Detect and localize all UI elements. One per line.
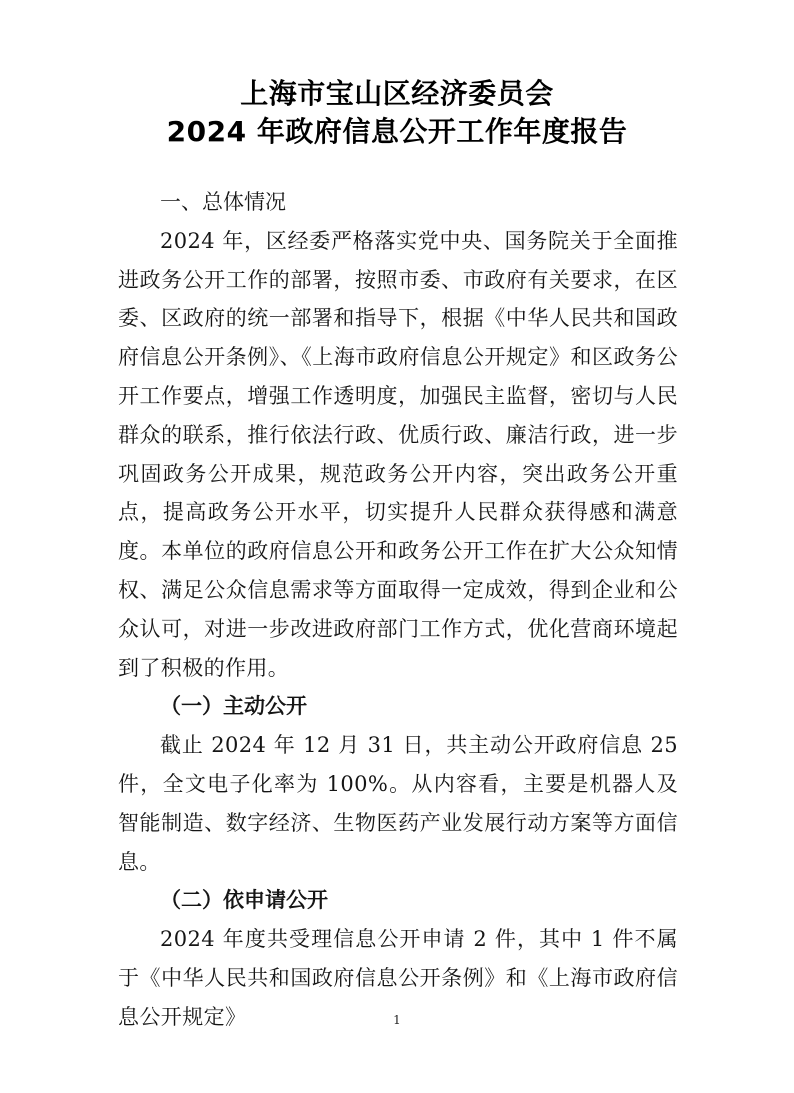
- request-disclosure-paragraph: 2024 年度共受理信息公开申请 2 件，其中 1 件不属于《中华人民共和国政府信息公开条例》和《上海市政府信息公开规定》: [118, 927, 678, 1029]
- page-number: 1: [393, 1013, 401, 1027]
- document-title-line-2: 2024 年政府信息公开工作年度报告: [166, 115, 628, 148]
- proactive-disclosure-paragraph: 截止 2024 年 12 月 31 日，共主动公开政府信息 25 件，全文电子化率为 100%。从内容看，主要是机器人及智能制造、数字经济、生物医药产业发展行动方案等方面信息。: [118, 733, 678, 874]
- subsection-heading-proactive-disclosure: （一）主动公开: [160, 694, 307, 719]
- subsection-heading-request-disclosure: （二）依申请公开: [160, 888, 328, 913]
- document-title-line-1: 上海市宝山区经济委员会: [240, 77, 554, 110]
- document-body: [118, 183, 678, 1037]
- section-heading-overview: 一、总体情况: [160, 190, 286, 214]
- overview-paragraph: 2024 年，区经委严格落实党中央、国务院关于全面推进政务公开工作的部署，按照市委、市政府有关要求，在区委、区政府的统一部署和指导下，根据《中华人民共和国政府信息公开条例》、《上海市政府信息公开规定》和区政务公开工作要点，增强工作透明度，加强民主监督，密切与人民群众的联系，推行依法行政、优质行政、廉洁行政，进一步巩固政务公开成果，规范政务公开内容，突出政务公开重点，提高政务公开水平，切实提升人民群众获得感和满意度。本单位的政府信息公开和政务公开工作在扩大公众知情权、满足公众信息需求等方面取得一定成效，得到企业和公众认可，对进一步改进政府部门工作方式，优化营商环境起到了积极的作用。: [118, 228, 678, 680]
